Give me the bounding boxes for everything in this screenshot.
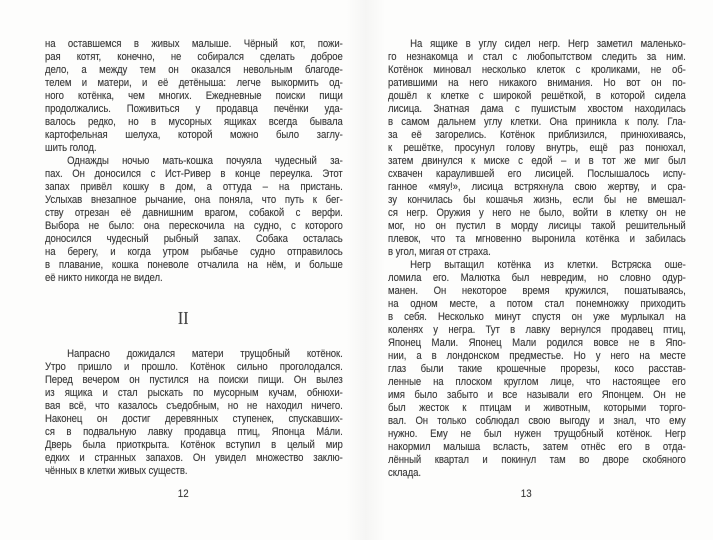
text-line: лисица. Знатная дама с пушистым хвостом находилась [388, 103, 686, 115]
text-line: имя было забыто и все называли его Японцем. Он не [388, 389, 686, 401]
text-line: картофельная шелуха, которой можно было заглу- [45, 129, 343, 141]
text-line: склада. [388, 467, 421, 479]
text-line: ломила его. Малютка был невредим, но словно одур- [388, 272, 686, 284]
text-line: ленные на плоском круглом лице, что настоящее его [388, 376, 686, 388]
text-line: Японец Мали. Японец Мали родился вовсе не в Япо- [388, 337, 686, 349]
page-right [388, 38, 686, 508]
page-left [45, 38, 343, 508]
text-line: Дверь была приоткрыта. Котёнок вступил в целый мир [45, 439, 343, 451]
text-line: в себя. Несколько минут спустя он уже мурлыкал на [388, 311, 686, 323]
text-line: нии, а в лондонском предместье. Но у него на месте [388, 350, 686, 362]
text-line: ся в подвальную лавку продавца птиц, Японца Мáли. [45, 426, 343, 438]
text-line: плевок, что та мгновенно выронила котёнка и забилась [388, 233, 686, 245]
text-line: ству отрезан её давнишним врагом, собакой с верфи. [45, 207, 343, 219]
section-heading: II [177, 308, 189, 328]
text-line: был жесток к птицам и животным, которыми торго- [388, 402, 686, 414]
text-line: доносился чудесный рыбный запах. Собака осталась [45, 233, 343, 245]
text-line: накормил малыша всласть, затем отнёс его в отда- [388, 441, 686, 453]
page-left-text-column [45, 38, 343, 478]
text-line: нужно. Ему не был нужен трущобный котёнок. Негр [388, 428, 686, 440]
text-line: на оставшемся в живых малыше. Чёрный кот, пожи- [45, 38, 343, 50]
text-line: Негр вытащил котёнка из клетки. Встряска оше- [410, 259, 686, 271]
text-line: затем двинулся к миске с едой – и в тот же миг был [388, 155, 686, 167]
text-line: ного котёнка, чем многих. Ежедневные поиски пищи [45, 90, 343, 102]
text-line: к решётке, просунул голову внутрь, ещё раз понюхал, [388, 142, 686, 154]
text-line: продолжались. Поживиться у продавца печёнки уда- [45, 103, 343, 115]
text-line: едких и странных запахов. Он увидел множество заклю- [45, 452, 343, 464]
text-line: валось редко, но в мусорных ящиках всегда бывала [45, 116, 343, 128]
text-line: ратившими на него никакого внимания. Но вот он по- [388, 77, 686, 89]
text-line: ся негр. Оружия у него не было, войти в клетку он не [388, 207, 686, 219]
text-line: го незнакомца и стал с любопытством следить за ним. [388, 51, 686, 63]
text-line: Котёнок миновал несколько клеток с кроликами, не об- [388, 64, 686, 76]
text-line: Напрасно дожидался матери трущобный котёнок. [67, 348, 343, 360]
text-line: зу кончилась бы кошачья жизнь, если бы не вмешал- [388, 194, 686, 206]
text-line: чённых в клетки живых существ. [45, 465, 188, 477]
text-line: Выбора не было: она перескочила на судно, с которого [45, 220, 343, 232]
text-line: лённый квартал и покинул там во дворе скобяного [388, 454, 686, 466]
text-line: дело, а между тем он оказался невольным благоде- [45, 64, 343, 76]
text-line: На ящике в углу сидел негр. Негр заметил маленько- [410, 38, 686, 50]
text-line: дошёл к клетке с широкой решёткой, в которой сидела [388, 90, 686, 102]
page-right-text-column [388, 38, 686, 480]
text-line: схвачен караулившей его лисицей. Послышалось испу- [388, 168, 686, 180]
text-line: вая всё, что казалось съедобным, но не находил ничего. [45, 400, 343, 412]
text-line: Перед вечером он пустился на поиски пищи. Он вылез [45, 374, 343, 386]
text-line: за её загорелись. Котёнок приблизился, принюхиваясь, [388, 129, 686, 141]
text-line: глаз были такие крошечные прорезы, косо расстав- [388, 363, 686, 375]
text-line: мог, но он пустил в морду лисицы такой решительный [388, 220, 686, 232]
text-line: коленях у негра. Тут в лавку вернулся продавец птиц, [388, 324, 686, 336]
text-line: в плавание, кошка поневоле отчалила на нём, и больше [45, 259, 343, 271]
text-line: её никто никогда не видел. [45, 272, 163, 284]
text-line: телем и матери, и её детёныша: легче выкормить од- [45, 77, 343, 89]
text-line: в самом дальнем углу клетки. Она приникла к полу. Гла- [388, 116, 686, 128]
text-line: пах. Он доносился с Ист-Ривер в конце переулка. Этот [45, 168, 343, 180]
text-line: Утро пришло и прошло. Котёнок сильно проголодался. [45, 361, 343, 373]
page-number-right: 13 [520, 488, 532, 500]
text-line: вал. Он только соблюдал свою выгоду и знал, что ему [388, 415, 686, 427]
text-line: Однажды ночью мать-кошка почуяла чудесный за- [67, 155, 343, 167]
text-line: ганное «мяу!», лисица встряхнула свою жертву, и сра- [388, 181, 686, 193]
text-line: на одном месте, а потом стал понемножку приходить [388, 298, 686, 310]
text-line: шить голод. [45, 142, 97, 154]
book-gutter [346, 0, 386, 540]
text-line: манен. Он некоторое время кружился, пошатываясь, [388, 285, 686, 297]
text-line: рая котят, конечно, не собирался сделать доброе [45, 51, 343, 63]
text-line: Наконец он достиг деревянных ступенек, спускавших- [45, 413, 343, 425]
text-line: Услыхав внезапное рычание, она поняла, что путь к бег- [45, 194, 343, 206]
text-line: на берегу, и когда утром рыбачье судно отправилось [45, 246, 343, 258]
text-line: в угол, мигая от страха. [388, 246, 491, 258]
text-line: из ящика и стал рыскать по мусорным кучам, обнюхи- [45, 387, 343, 399]
page-number-left: 12 [177, 488, 189, 500]
text-line: запах привёл кошку в дом, а оттуда – на пристань. [45, 181, 343, 193]
